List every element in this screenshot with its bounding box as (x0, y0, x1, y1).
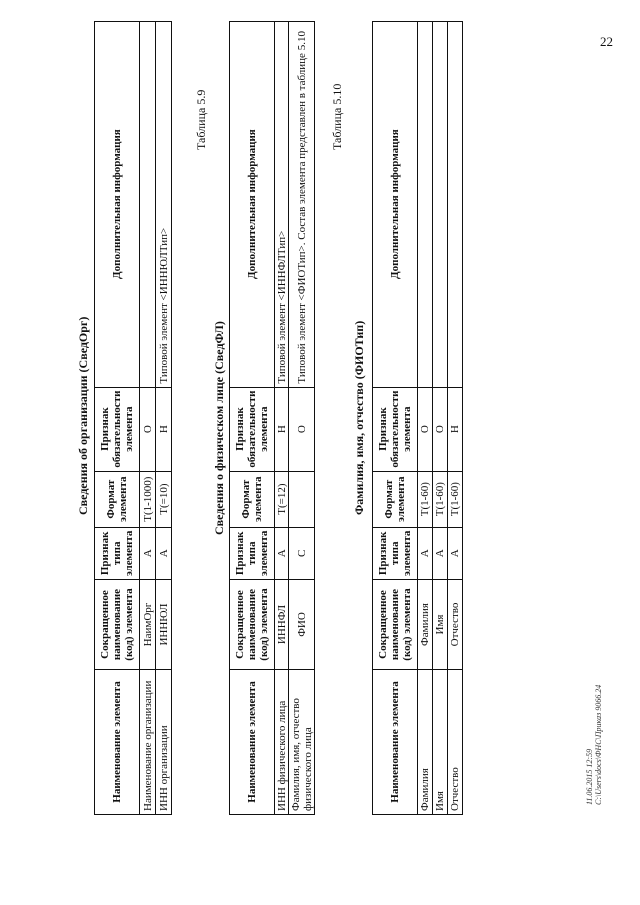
table2-label: Таблица 5.9 (194, 89, 208, 150)
table1-title: Сведения об организации (СведОрг) (76, 316, 90, 515)
print-stamp (585, 685, 603, 805)
header-type: Признак типа элемента (230, 527, 275, 579)
header-name: Наименование элемента (230, 670, 275, 815)
table3-title: Фамилия, имя, отчество (ФИОТип) (352, 320, 366, 515)
cell-name: ИНН организации (156, 670, 172, 815)
cell-format: T(1-60) (448, 471, 463, 527)
cell-format: T(1-60) (433, 471, 448, 527)
table3 (372, 21, 463, 815)
header-required: Признак обязательности элемента (373, 387, 418, 471)
header-format: Формат элемента (95, 471, 140, 527)
cell-type: А (140, 527, 156, 579)
header-required: Признак обязательности элемента (95, 387, 140, 471)
cell-info (433, 21, 448, 387)
cell-info (448, 21, 463, 387)
cell-required: Н (156, 387, 172, 471)
cell-type: А (433, 527, 448, 579)
cell-name: Имя (433, 670, 448, 815)
header-code: Сокращенное наименование (код) элемента (230, 580, 275, 670)
table1 (94, 21, 172, 815)
cell-required: О (433, 387, 448, 471)
cell-type: А (418, 527, 433, 579)
table-row (418, 21, 433, 814)
header-info: Дополнительная информация (373, 21, 418, 387)
cell-code: ИННФЛ (275, 580, 289, 670)
cell-info (140, 21, 156, 387)
table-row (433, 21, 448, 814)
table-row (289, 21, 315, 814)
header-name: Наименование элемента (95, 670, 140, 815)
cell-required: Н (275, 387, 289, 471)
cell-type: А (448, 527, 463, 579)
page-number: 22 (600, 34, 613, 49)
header-info: Дополнительная информация (95, 21, 140, 387)
cell-name: Отчество (448, 670, 463, 815)
table3-header-row (373, 21, 418, 814)
table2-title: Сведения о физическом лице (СведФЛ) (212, 321, 226, 535)
cell-info: Типовой элемент <ИННФЛТип> (275, 21, 289, 387)
cell-code: Фамилия (418, 580, 433, 670)
header-code: Сокращенное наименование (код) элемента (373, 580, 418, 670)
table-row (275, 21, 289, 814)
header-code: Сокращенное наименование (код) элемента (95, 580, 140, 670)
cell-required: Н (448, 387, 463, 471)
table2-header-row (230, 21, 275, 814)
cell-format (289, 471, 315, 527)
cell-format: T(1-60) (418, 471, 433, 527)
cell-required: О (418, 387, 433, 471)
cell-format: T(1-1000) (140, 471, 156, 527)
table3-label: Таблица 5.10 (330, 83, 344, 150)
table-row (448, 21, 463, 814)
table-row (156, 21, 172, 814)
cell-type: А (156, 527, 172, 579)
cell-code: ИННЮЛ (156, 580, 172, 670)
cell-info: Типовой элемент <ИННЮЛТип> (156, 21, 172, 387)
cell-code: Имя (433, 580, 448, 670)
cell-name: ИНН физического лица (275, 670, 289, 815)
header-format: Формат элемента (230, 471, 275, 527)
table2 (229, 21, 315, 815)
header-info: Дополнительная информация (230, 21, 275, 387)
stamp-line-2: C:\Users\docs\ФНС\Приказ 9066.24 (594, 684, 603, 805)
header-type: Признак типа элемента (373, 527, 418, 579)
header-type: Признак типа элемента (95, 527, 140, 579)
cell-type: А (275, 527, 289, 579)
cell-type: С (289, 527, 315, 579)
stamp-line-1: 11.06.2015 12:59 (585, 748, 594, 805)
header-name: Наименование элемента (373, 670, 418, 815)
header-required: Признак обязательности элемента (230, 387, 275, 471)
cell-required: О (140, 387, 156, 471)
table1-header-row (95, 21, 140, 814)
cell-name: Наименование организации (140, 670, 156, 815)
cell-code: Отчество (448, 580, 463, 670)
cell-required: О (289, 387, 315, 471)
cell-format: T(=12) (275, 471, 289, 527)
cell-code: НаимОрг (140, 580, 156, 670)
cell-name: Фамилия, имя, отчество физического лица (289, 670, 315, 815)
cell-format: T(=10) (156, 471, 172, 527)
cell-info (418, 21, 433, 387)
cell-info: Типовой элемент <ФИОТип>. Состав элемента представлен в таблице 5.10 (289, 21, 315, 387)
header-format: Формат элемента (373, 471, 418, 527)
cell-name: Фамилия (418, 670, 433, 815)
table-row (140, 21, 156, 814)
cell-code: ФИО (289, 580, 315, 670)
